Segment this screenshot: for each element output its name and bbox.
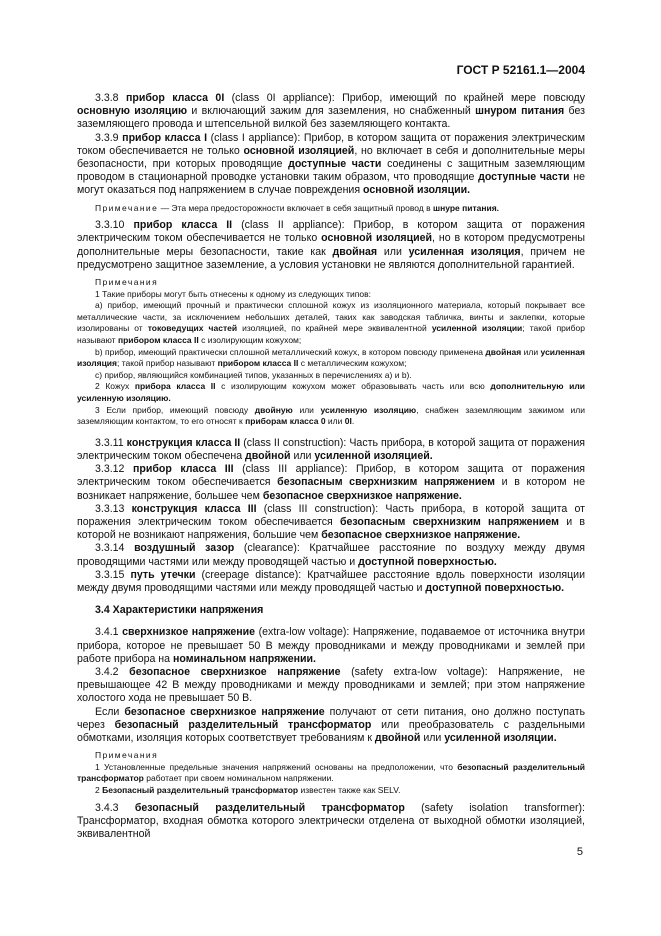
text-run: (class II construction): Часть прибора, в которой защита от поражения электрическим током обеспечена — [77, 436, 585, 462]
paragraph-n21 — [77, 762, 585, 785]
text-run: работает при своем номинальном напряжении. — [143, 773, 334, 784]
text-run: и в котором не возникает напряжение, большее чем — [77, 476, 585, 502]
bold-term: путь утечки — [130, 568, 196, 581]
paragraph-p3314 — [77, 542, 585, 568]
text-run: 3.3.9 — [95, 131, 123, 144]
text-run: (class II appliance): Прибор, в котором защита от поражения электрическим током обеспечивается не только — [77, 219, 585, 245]
paragraph-p341 — [77, 626, 585, 666]
bold-term: Безопасный разделительный трансформатор — [102, 785, 299, 795]
bold-term: основной изоляции. — [363, 184, 471, 197]
text-run: и включающий зажим для заземления, но снабженный — [187, 105, 476, 118]
text-run: (class 0I appliance): Прибор, имеющий по крайней мере повсюду — [224, 92, 586, 104]
text-run: Если — [95, 705, 125, 718]
bold-term: двойной — [245, 449, 291, 462]
paragraph-n1c — [77, 370, 585, 382]
paragraph-n1b — [77, 347, 585, 370]
text-run: соединены с защитным заземляющим проводом в стационарной проводке установки таким образом, что проводящие — [77, 158, 585, 184]
bold-term: основной изоляцией — [243, 144, 355, 157]
paragraph-h34 — [77, 604, 585, 617]
bold-term: безопасный разделительный трансформатор — [134, 801, 405, 814]
text-run: известен также как SELV. — [298, 785, 401, 795]
bold-term: шнуре питания. — [433, 202, 500, 213]
text-run: , снабжен заземляющим зажимом или заземляющим контактом, то его относят к — [77, 404, 585, 427]
text-run: или — [420, 732, 445, 745]
bold-term: доступной поверхностью. — [425, 581, 565, 594]
bold-term: двойной — [374, 732, 421, 745]
text-run: 3.3.10 — [95, 219, 134, 232]
text-run: без заземляющего провода и штепсельной вилкой без заземляющего контакта. — [77, 105, 585, 131]
paragraph-p3311 — [77, 437, 585, 463]
text-run: или — [292, 404, 321, 415]
text-run: (safety isolation transformer): Трансформатор, входная обмотка которого электрически отделена от выходной обмотки изоляцией, эквивалентной — [77, 801, 586, 840]
bold-term: безопасный разделительный трансформатор — [114, 718, 372, 731]
bold-term: прибором класса II — [117, 335, 199, 345]
paragraph-p342b — [77, 706, 585, 746]
text-run: 3.3.14 — [95, 542, 135, 555]
text-run: , причем не предусмотрено защитное заземление, а условия установки не являются дополнительной гарантией. — [77, 245, 585, 271]
bold-term: сверхнизкое напряжение — [122, 626, 256, 639]
bold-term: шнуром питания — [475, 105, 565, 118]
text-run: (extra-low voltage): Напряжение, подаваемое от источника внутри прибора, которое не превышает 50 В между проводниками и между проводниками и землей при работе прибора на — [77, 626, 585, 665]
text-run: и в которой не возникают напряжения, большие чем — [77, 515, 585, 542]
paragraph-p3310 — [77, 219, 585, 272]
document-body — [77, 92, 585, 841]
bold-term: воздушный зазор — [134, 542, 235, 555]
text-run: 3.3.11 — [95, 436, 127, 449]
bold-term: двойная — [485, 346, 522, 357]
text-run: (creepage distance): Кратчайшее расстояние вдоль поверхности изоляции между двумя проводящими частями или между проводящей частью и — [77, 568, 585, 594]
bold-term: доступной поверхностью. — [358, 555, 497, 568]
text-run: 3.4.3 — [95, 801, 135, 814]
paragraph-notes_h1 — [77, 277, 585, 289]
text-run: (class III appliance): Прибор, в котором защита от поражения электрическим током обеспечивается — [77, 463, 585, 489]
bold-term: прибор класса 0I — [125, 92, 225, 104]
bold-term: 3.4 Характеристики напряжения — [95, 604, 264, 617]
text-run: 3.3.13 — [95, 502, 132, 515]
bold-term: усиленной изоляцией. — [314, 449, 433, 462]
text-run: 3.3.8 — [95, 92, 126, 104]
bold-term: токоведущих частей — [147, 323, 238, 334]
bold-term: приборам класса 0 — [245, 416, 326, 427]
bold-term: усиленная изоляция — [408, 245, 521, 258]
bold-term: прибор класса III — [132, 463, 234, 476]
bold-term: усиленной изоляции — [431, 323, 523, 334]
text-run: — Эта мера предосторожности включает в себя защитный провод в — [158, 202, 433, 213]
text-run: , но в котором предусмотрены дополнительные меры безопасности, такие как — [77, 232, 585, 258]
text-run: или — [290, 449, 315, 462]
text-run: 3.4.1 — [95, 626, 123, 639]
text-run: 2 Кожух — [95, 381, 135, 392]
bold-term: основной изоляцией — [321, 232, 433, 245]
text-run: ; такой прибор называют — [117, 358, 218, 369]
text-run: 3.3.12 — [95, 463, 133, 476]
bold-term: безопасным сверхнизким напряжением — [277, 476, 495, 489]
text-run: или — [377, 245, 409, 258]
paragraph-p339 — [77, 132, 585, 198]
text-run: 3.4.2 — [95, 666, 130, 678]
text-run: или — [325, 416, 345, 427]
text-run: Примечания — [95, 750, 159, 761]
paragraph-n1a — [77, 300, 585, 346]
text-run: ; такой прибор называют — [77, 323, 585, 345]
document-code-header: ГОСТ Р 52161.1—2004 — [456, 63, 585, 77]
bold-term: безопасный разделительный трансформатор — [77, 761, 585, 784]
text-run: (safety extra-low voltage): Напряжение, не превышающее 42 В между проводниками и между проводниками и землей; при этом напряжение холостого хода не превышает 50 В. — [77, 666, 585, 705]
text-run: или преобразователь с раздельными обмотками, изоляция которых соответствует требованиям к — [77, 718, 586, 745]
bold-term: конструкция класса II — [126, 436, 241, 449]
text-run: . — [351, 416, 355, 427]
paragraph-notes_h2 — [77, 750, 585, 762]
paragraph-note1 — [77, 203, 585, 215]
text-run: (class III construction): Часть прибора, в которой защита от поражения электрическим током обеспечивается — [77, 502, 586, 528]
text-run: с изолирующим кожухом; — [198, 335, 302, 345]
text-run: а) прибор, имеющий прочный и практически сплошной кожух из изоляционного материала, который покрывает все металлические части, за исключением небольших деталей, таких как заводская табличка, винты и заклепки, которые изолированы от — [77, 300, 585, 334]
paragraph-n2 — [77, 381, 585, 404]
bold-term: номинальном напряжении. — [173, 652, 316, 665]
bold-term: безопасное сверхнизкое напряжение. — [262, 489, 462, 502]
bold-term: усиленная изоляция — [77, 346, 585, 369]
bold-term: прибора класса II — [134, 381, 216, 392]
paragraph-p3315 — [77, 569, 585, 595]
paragraph-p338 — [77, 92, 585, 132]
bold-term: основную изоляцию — [77, 105, 188, 118]
bold-term: безопасное сверхнизкое напряжение — [124, 705, 325, 718]
text-run: получают от сети питания, оно должно поступать через — [77, 705, 585, 731]
text-run: (clearance): Кратчайшее расстояние по воздуху между двумя проводящими частями или между проводящей частью и — [77, 542, 585, 568]
text-run: 2 — [95, 785, 103, 795]
bold-term: прибором класса II — [217, 358, 299, 369]
text-run: не могут оказаться под напряжением в случае повреждения — [77, 171, 586, 197]
paragraph-p3312 — [77, 463, 585, 503]
text-run: или — [521, 346, 541, 357]
text-run: с) прибор, являющийся комбинацией типов, указанных в перечислениях а) и b). — [95, 369, 412, 380]
text-run: 1 Установленные предельные значения напряжений основаны на предположении, что — [95, 761, 458, 772]
text-run: (class I appliance): Прибор, в котором защита от поражения электрическим током обеспечивается не только — [77, 131, 586, 157]
text-run: 3.3.15 — [95, 568, 131, 581]
page-number: 5 — [576, 846, 583, 858]
bold-term: 0I — [344, 416, 352, 427]
text-run: 3 Если прибор, имеющий повсюду — [95, 404, 255, 415]
paragraph-n22 — [77, 785, 585, 797]
text-run: , но включает в себя и дополнительные меры безопасности, при которых проводящие — [77, 144, 585, 171]
text-run: Примечание — [95, 202, 159, 213]
bold-term: конструкция класса III — [131, 502, 257, 515]
paragraph-n1 — [77, 289, 585, 301]
paragraph-n3 — [77, 405, 585, 428]
bold-term: двойную — [254, 404, 293, 415]
bold-term: прибор класса I — [122, 131, 208, 144]
text-run: с изолирующим кожухом может образовывать часть или всю — [215, 381, 491, 392]
bold-term: дополнительную или усиленную изоляцию. — [77, 381, 585, 403]
bold-term: усиленной изоляции. — [444, 732, 557, 745]
bold-term: безопасное сверхнизкое напряжение — [129, 666, 341, 678]
bold-term: усиленную изоляцию — [320, 404, 417, 415]
text-run: изоляцией, по крайней мере эквивалентной — [237, 323, 432, 334]
paragraph-p343 — [77, 802, 585, 842]
paragraph-p3313 — [77, 503, 585, 543]
bold-term: безопасное сверхнизкое напряжение. — [321, 529, 521, 542]
bold-term: доступные части — [478, 171, 570, 184]
bold-term: доступные части — [288, 158, 382, 171]
text-run: Примечания — [95, 277, 159, 288]
text-run: b) прибор, имеющий практически сплошной металлический кожух, в котором повсюду применена — [95, 346, 486, 357]
text-run: с металлическим кожухом; — [298, 358, 407, 369]
bold-term: безопасным сверхнизким напряжением — [340, 515, 559, 528]
bold-term: прибор класса II — [133, 219, 233, 232]
paragraph-p342 — [77, 666, 585, 706]
text-run: 1 Такие приборы могут быть отнесены к одному из следующих типов: — [95, 288, 371, 299]
bold-term: двойная — [332, 245, 378, 258]
